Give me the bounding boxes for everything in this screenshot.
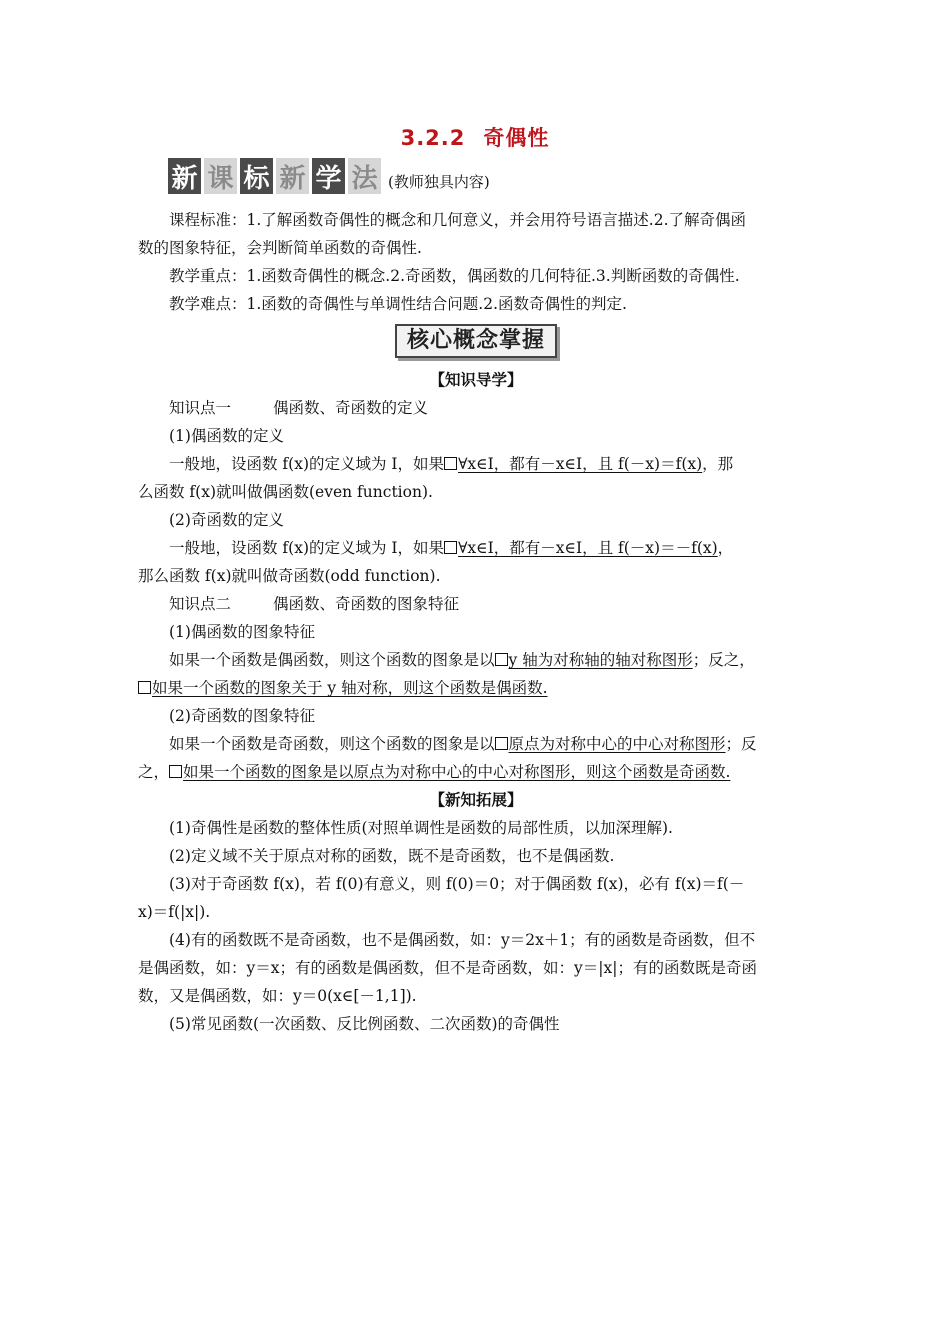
definition-line	[138, 674, 814, 702]
knowledge-guide-header: 【知识导学】	[429, 370, 523, 389]
extension-item: (3)对于奇函数 f(x)，若 f(0)有意义，则 f(0)＝0；对于偶函数 f(x)，必有 f(x)＝f(－	[169, 875, 745, 893]
definition-line: 么函数 f(x)就叫做偶函数(even function).	[138, 483, 433, 501]
knowledge-point-heading	[138, 590, 814, 618]
definition-text: ；反	[725, 735, 757, 753]
logo-char: 标	[240, 158, 273, 194]
logo-char: 学	[312, 158, 345, 194]
extension-item: 数，又是偶函数，如：y＝0(x∈[－1,1]).	[138, 987, 417, 1005]
extension-item: x)＝f(|x|).	[138, 903, 211, 921]
course-standard-line: 数的图象特征，会判断简单函数的奇偶性.	[138, 239, 422, 257]
extension-item: (5)常见函数(一次函数、反比例函数、二次函数)的奇偶性	[169, 1015, 560, 1033]
banner-row	[138, 318, 814, 366]
extension-item: (2)定义域不关于原点对称的函数，既不是奇函数，也不是偶函数.	[169, 847, 615, 865]
knowledge-point-label: 知识点二	[169, 595, 232, 613]
lesson-number: 3.2.2	[400, 126, 466, 150]
definition-line: 那么函数 f(x)就叫做奇函数(odd function).	[138, 567, 441, 585]
teacher-note: (教师独具内容)	[388, 173, 490, 191]
fill-in-answer: 如果一个函数的图象关于 y 轴对称，则这个函数是偶函数.	[152, 679, 548, 697]
subheading: (1)偶函数的定义	[169, 427, 284, 445]
definition-text: 一般地，设函数 f(x)的定义域为 I，如果	[169, 539, 445, 557]
blank-box-icon	[444, 541, 457, 554]
definition-line	[138, 450, 814, 478]
definition-text: ；反之，	[692, 651, 755, 669]
blank-box-icon	[169, 765, 182, 778]
extension-item: (1)奇偶性是函数的整体性质(对照单调性是函数的局部性质，以加深理解).	[169, 819, 673, 837]
extension-item: (4)有的函数既不是奇函数，也不是偶函数，如：y＝2x＋1；有的函数是奇函数，但不	[169, 931, 756, 949]
definition-text: 一般地，设函数 f(x)的定义域为 I，如果	[169, 455, 445, 473]
logo-char: 新	[168, 158, 201, 194]
knowledge-point-title: 偶函数、奇函数的图象特征	[273, 595, 460, 613]
extension-item: 是偶函数，如：y＝x；有的函数是偶函数，但不是奇函数，如：y＝|x|；有的函数既是奇函	[138, 959, 757, 977]
logo-char: 新	[276, 158, 309, 194]
definition-text: 如果一个函数是偶函数，则这个函数的图象是以	[169, 651, 495, 669]
subheading: (2)奇函数的定义	[169, 511, 284, 529]
knowledge-point-heading	[138, 394, 814, 422]
teaching-difficulty: 教学难点：1.函数的奇偶性与单调性结合问题.2.函数奇偶性的判定.	[169, 295, 627, 313]
course-standard-line: 课程标准：1.了解函数奇偶性的概念和几何意义，并会用符号语言描述.2.了解奇偶函	[169, 211, 747, 229]
blank-box-icon	[138, 681, 151, 694]
fill-in-answer: y 轴为对称轴的轴对称图形	[508, 651, 693, 669]
lesson-title	[0, 122, 950, 152]
knowledge-extension-header: 【新知拓展】	[429, 790, 523, 809]
blank-box-icon	[495, 737, 508, 750]
blank-box-icon	[495, 653, 508, 666]
definition-line	[138, 730, 814, 758]
definition-line	[138, 758, 814, 786]
definition-text: ，那	[702, 455, 734, 473]
definition-line	[138, 646, 814, 674]
fill-in-answer: 原点为对称中心的中心对称图形	[508, 735, 726, 753]
fill-in-answer: ∀x∈I，都有－x∈I，且 f(－x)＝－f(x)	[458, 539, 718, 557]
fill-in-answer: ∀x∈I，都有－x∈I，且 f(－x)＝f(x)	[458, 455, 703, 473]
method-logo	[168, 158, 490, 194]
document-body	[138, 206, 814, 1038]
knowledge-point-title: 偶函数、奇函数的定义	[273, 399, 429, 417]
subheading: (2)奇函数的图象特征	[169, 707, 315, 725]
lesson-name: 奇偶性	[483, 126, 550, 150]
definition-text: 之，	[138, 763, 170, 781]
subheading: (1)偶函数的图象特征	[169, 623, 315, 641]
core-concept-banner: 核心概念掌握	[395, 324, 557, 358]
blank-box-icon	[444, 457, 457, 470]
logo-char: 课	[204, 158, 237, 194]
definition-text: 如果一个函数是奇函数，则这个函数的图象是以	[169, 735, 495, 753]
definition-line	[138, 534, 814, 562]
knowledge-point-label: 知识点一	[169, 399, 232, 417]
definition-text: ，	[717, 539, 734, 557]
teaching-focus: 教学重点：1.函数奇偶性的概念.2.奇函数，偶函数的几何特征.3.判断函数的奇偶性.	[169, 267, 740, 285]
fill-in-answer: 如果一个函数的图象是以原点为对称中心的中心对称图形，则这个函数是奇函数.	[183, 763, 731, 781]
logo-char: 法	[348, 158, 381, 194]
